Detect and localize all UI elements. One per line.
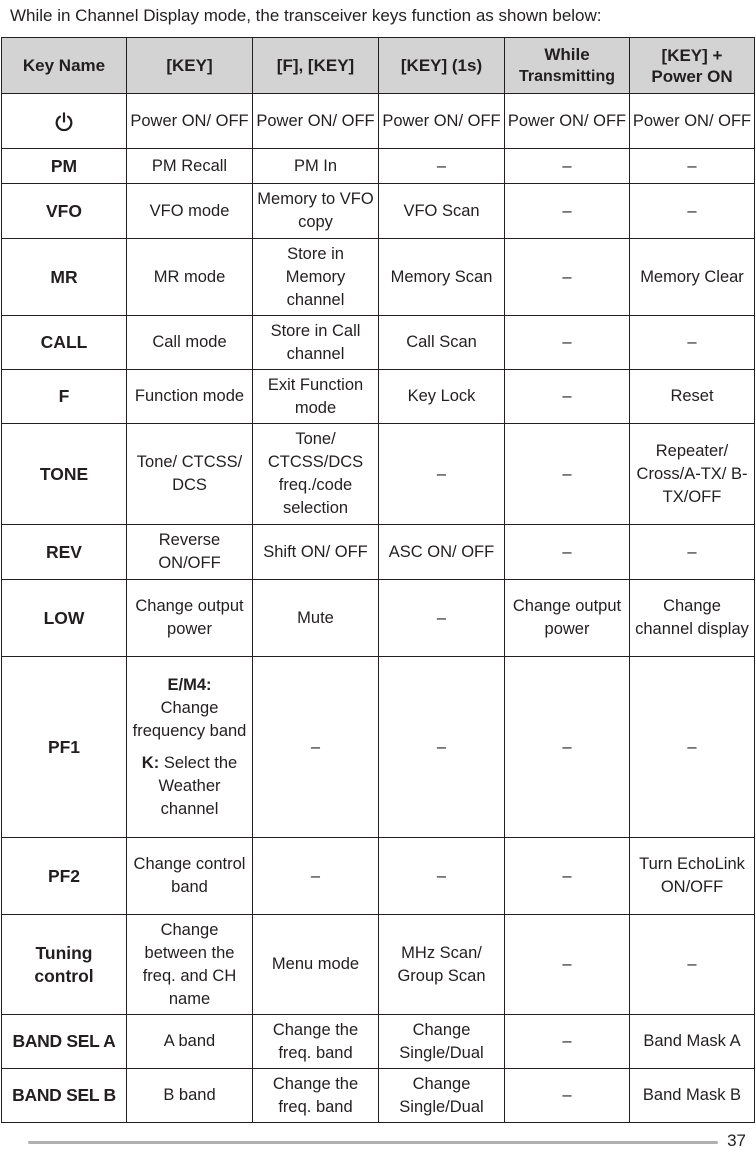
key-tuning-control: Tuning control — [2, 915, 127, 1015]
cell-power-on: Memory Clear — [630, 239, 755, 316]
pf1-em4-note — [129, 674, 250, 743]
header-power-on: Power ON — [651, 66, 733, 86]
header-while: While — [544, 45, 590, 64]
table-row — [2, 184, 755, 239]
power-icon — [53, 111, 75, 133]
table-row — [2, 370, 755, 424]
cell-power-on: Turn EchoLink ON/OFF — [630, 838, 755, 915]
cell-power-on: Reset — [630, 370, 755, 424]
header-while-transmitting — [505, 38, 630, 94]
cell-key: Power ON/ OFF — [127, 94, 253, 149]
key-vfo: VFO — [2, 184, 127, 239]
cell-tx: Power ON/ OFF — [505, 94, 630, 149]
cell-tx: – — [505, 1069, 630, 1123]
cell-key: A band — [127, 1015, 253, 1069]
cell-f-key: Store in Call channel — [253, 316, 379, 370]
key-pm: PM — [2, 149, 127, 184]
table-row — [2, 657, 755, 838]
cell-key-1s: – — [379, 424, 505, 525]
header-key: [KEY] — [127, 38, 253, 94]
cell-tx: – — [505, 424, 630, 525]
cell-key-1s: – — [379, 838, 505, 915]
header-transmitting: Transmitting — [518, 68, 615, 85]
page-number: 37 — [727, 1131, 746, 1150]
cell-f-key: Change the freq. band — [253, 1069, 379, 1123]
cell-key: B band — [127, 1069, 253, 1123]
table-row — [2, 1069, 755, 1123]
cell-f-key: – — [253, 657, 379, 838]
cell-key-1s: – — [379, 657, 505, 838]
table-row — [2, 525, 755, 580]
table-row — [2, 580, 755, 657]
cell-power-on: – — [630, 316, 755, 370]
cell-f-key: PM In — [253, 149, 379, 184]
cell-key-1s: Change Single/Dual — [379, 1069, 505, 1123]
cell-power-on: – — [630, 149, 755, 184]
pf1-k-note — [129, 752, 250, 821]
cell-power-on: – — [630, 525, 755, 580]
cell-f-key: Mute — [253, 580, 379, 657]
cell-power-on: Band Mask A — [630, 1015, 755, 1069]
pf1-k-text: Select the Weather channel — [158, 753, 238, 818]
header-f-key: [F], [KEY] — [253, 38, 379, 94]
cell-power-on: – — [630, 915, 755, 1015]
key-low: LOW — [2, 580, 127, 657]
key-pf1: PF1 — [2, 657, 127, 838]
cell-power-on: Change channel display — [630, 580, 755, 657]
table-row — [2, 915, 755, 1015]
cell-key-1s: Change Single/Dual — [379, 1015, 505, 1069]
cell-key-1s: – — [379, 580, 505, 657]
cell-key — [127, 657, 253, 838]
pf1-em4-text: Change frequency band — [132, 698, 247, 740]
cell-power-on: – — [630, 657, 755, 838]
key-rev: REV — [2, 525, 127, 580]
header-key-plus: [KEY] + — [661, 45, 723, 65]
key-power — [2, 94, 127, 149]
cell-tx: – — [505, 838, 630, 915]
cell-key: Change control band — [127, 838, 253, 915]
pf1-em4-label: E/M4: — [167, 675, 212, 694]
cell-power-on: Band Mask B — [630, 1069, 755, 1123]
table-row — [2, 239, 755, 316]
table-header-row — [2, 38, 755, 94]
cell-f-key: Shift ON/ OFF — [253, 525, 379, 580]
cell-f-key: Store in Memory channel — [253, 239, 379, 316]
cell-power-on: Power ON/ OFF — [630, 94, 755, 149]
cell-tx: – — [505, 370, 630, 424]
cell-tx: – — [505, 1015, 630, 1069]
key-call: CALL — [2, 316, 127, 370]
cell-f-key: Tone/ CTCSS/DCS freq./code selection — [253, 424, 379, 525]
cell-power-on: – — [630, 184, 755, 239]
cell-key-1s: ASC ON/ OFF — [379, 525, 505, 580]
cell-key: Change output power — [127, 580, 253, 657]
key-band-sel-b: BAND SEL B — [2, 1069, 127, 1123]
cell-tx: – — [505, 915, 630, 1015]
cell-key-1s: Call Scan — [379, 316, 505, 370]
cell-tx: – — [505, 239, 630, 316]
table-row — [2, 424, 755, 525]
key-tone: TONE — [2, 424, 127, 525]
table-row — [2, 94, 755, 149]
table-row — [2, 149, 755, 184]
cell-power-on: Repeater/ Cross/A-TX/ B-TX/OFF — [630, 424, 755, 525]
header-key-1s: [KEY] (1s) — [379, 38, 505, 94]
cell-key: VFO mode — [127, 184, 253, 239]
intro-text: While in Channel Display mode, the transceiver keys function as shown below: — [10, 6, 602, 25]
cell-key-1s: – — [379, 149, 505, 184]
key-function-table — [1, 37, 755, 1123]
cell-tx: Change output power — [505, 580, 630, 657]
cell-f-key: Memory to VFO copy — [253, 184, 379, 239]
cell-tx: – — [505, 149, 630, 184]
cell-key-1s: Power ON/ OFF — [379, 94, 505, 149]
cell-f-key: Power ON/ OFF — [253, 94, 379, 149]
header-key-power-on — [630, 38, 755, 94]
cell-key: MR mode — [127, 239, 253, 316]
cell-key: Change between the freq. and CH name — [127, 915, 253, 1015]
cell-f-key: Change the freq. band — [253, 1015, 379, 1069]
cell-tx: – — [505, 525, 630, 580]
cell-key: PM Recall — [127, 149, 253, 184]
cell-key-1s: VFO Scan — [379, 184, 505, 239]
cell-key: Call mode — [127, 316, 253, 370]
pf1-k-label: K: — [141, 753, 160, 772]
cell-key: Tone/ CTCSS/ DCS — [127, 424, 253, 525]
cell-key: Reverse ON/OFF — [127, 525, 253, 580]
cell-tx: – — [505, 316, 630, 370]
table-row — [2, 1015, 755, 1069]
cell-key-1s: MHz Scan/ Group Scan — [379, 915, 505, 1015]
header-key-name: Key Name — [2, 38, 127, 94]
cell-tx: – — [505, 657, 630, 838]
table-row — [2, 316, 755, 370]
cell-tx: – — [505, 184, 630, 239]
cell-key: Function mode — [127, 370, 253, 424]
key-pf2: PF2 — [2, 838, 127, 915]
cell-f-key: Menu mode — [253, 915, 379, 1015]
key-mr: MR — [2, 239, 127, 316]
key-band-sel-a: BAND SEL A — [2, 1015, 127, 1069]
table-row — [2, 838, 755, 915]
cell-f-key: Exit Function mode — [253, 370, 379, 424]
cell-key-1s: Memory Scan — [379, 239, 505, 316]
cell-f-key: – — [253, 838, 379, 915]
footer-rule — [28, 1141, 718, 1144]
key-f: F — [2, 370, 127, 424]
cell-key-1s: Key Lock — [379, 370, 505, 424]
